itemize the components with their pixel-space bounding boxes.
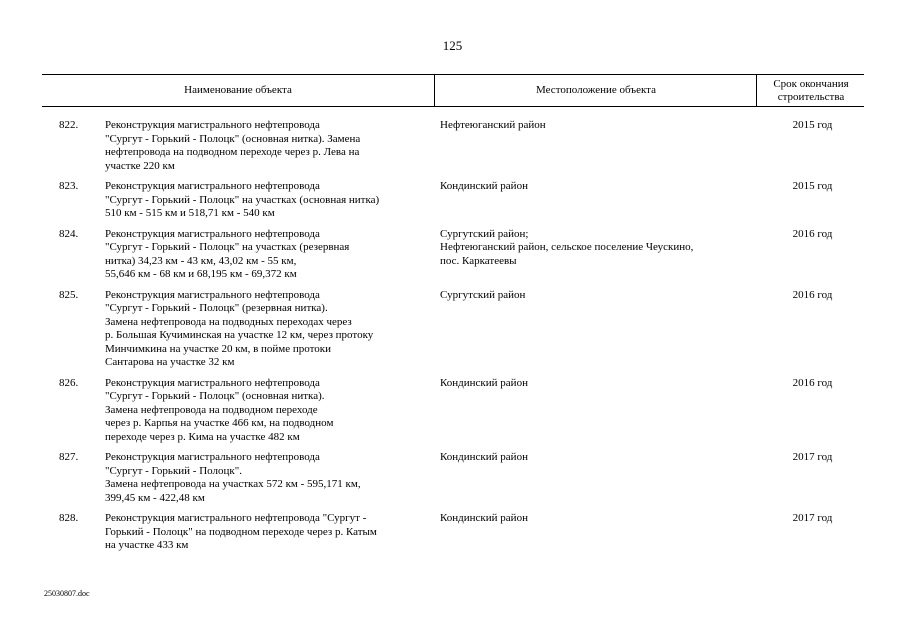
table-row (0, 512, 905, 553)
table-header (42, 74, 864, 107)
row-year: 2016 год (792, 227, 833, 240)
row-number: 822. (59, 119, 79, 131)
row-number: 824. (59, 227, 79, 240)
row-number: 827. (59, 451, 79, 463)
row-location: Кондинский район (440, 451, 528, 463)
row-object-name: Реконструкция магистрального нефтепровода "Сургут - Горький - Полоцк" (основная нитка). Замена нефтепровода на подводном переходе через р. Лева на участке 220 км (105, 119, 361, 172)
row-number: 825. (59, 288, 79, 301)
table-row (0, 228, 905, 282)
row-number: 823. (59, 180, 79, 192)
row-year: 2017 год (792, 512, 833, 524)
row-object-name: Реконструкция магистрального нефтепровода "Сургут - Горький - Полоцк" (основная нитка). Замена нефтепровода на подводном переходе через р. Карпья на участке 466 км, на подводном переходе через р. Кима на участке 482 км (105, 376, 334, 443)
row-location: Кондинский район (440, 512, 528, 524)
row-location: Кондинский район (440, 376, 528, 389)
row-number: 826. (59, 376, 79, 389)
row-location: Кондинский район (440, 180, 528, 192)
row-location: Нефтеюганский район (440, 119, 546, 131)
table-row (0, 289, 905, 370)
row-object-name: Реконструкция магистрального нефтепровода "Сургут - Горький - Полоцк" на участках (резервная нитка) 34,23 км - 43 км, 43,02 км - 55 км, 55,646 км - 68 км и 68,195 км - 69,372 км (105, 227, 350, 280)
header-object-location: Местоположение объекта (434, 75, 757, 106)
page-number: 125 (442, 38, 463, 53)
header-object-name: Наименование объекта (184, 84, 292, 96)
row-year: 2017 год (792, 451, 833, 463)
table-body (0, 119, 905, 560)
header-completion-date: Срок окончания строительства (756, 75, 865, 106)
row-year: 2016 год (792, 288, 833, 301)
table-row (0, 377, 905, 445)
document-filename: 25030807.doc (44, 589, 90, 598)
table-row (0, 451, 905, 505)
row-object-name: Реконструкция магистрального нефтепровода "Сургут - Горький - Полоцк" на участках (основная нитка) 510 км - 515 км и 518,71 км - 540 км (105, 180, 380, 219)
row-year: 2016 год (792, 376, 833, 389)
row-object-name: Реконструкция магистрального нефтепровода "Сургут - Горький - Полоцк". Замена нефтепровода на участках 572 км - 595,171 км, 399,45 км - 422,48 км (105, 451, 361, 504)
table-row (0, 119, 905, 173)
row-year: 2015 год (792, 180, 833, 192)
row-year: 2015 год (792, 119, 833, 131)
row-location: Сургутский район (440, 288, 526, 301)
row-location: Сургутский район; Нефтеюганский район, сельское поселение Чеускино, пос. Каркатеевы (440, 227, 694, 267)
table-row (0, 180, 905, 221)
row-object-name: Реконструкция магистрального нефтепровода "Сургут - Горький - Полоцк" на подводном переходе через р. Катым на участке 433 км (105, 512, 377, 551)
row-number: 828. (59, 512, 79, 524)
row-object-name: Реконструкция магистрального нефтепровода "Сургут - Горький - Полоцк" (резервная нитка). Замена нефтепровода на подводных переходах через р. Большая Кучиминская на участке 12 км, через протоку Минчимкина на участке 20 км, в пойме протоки Сантарова на участке 32 км (105, 288, 374, 368)
